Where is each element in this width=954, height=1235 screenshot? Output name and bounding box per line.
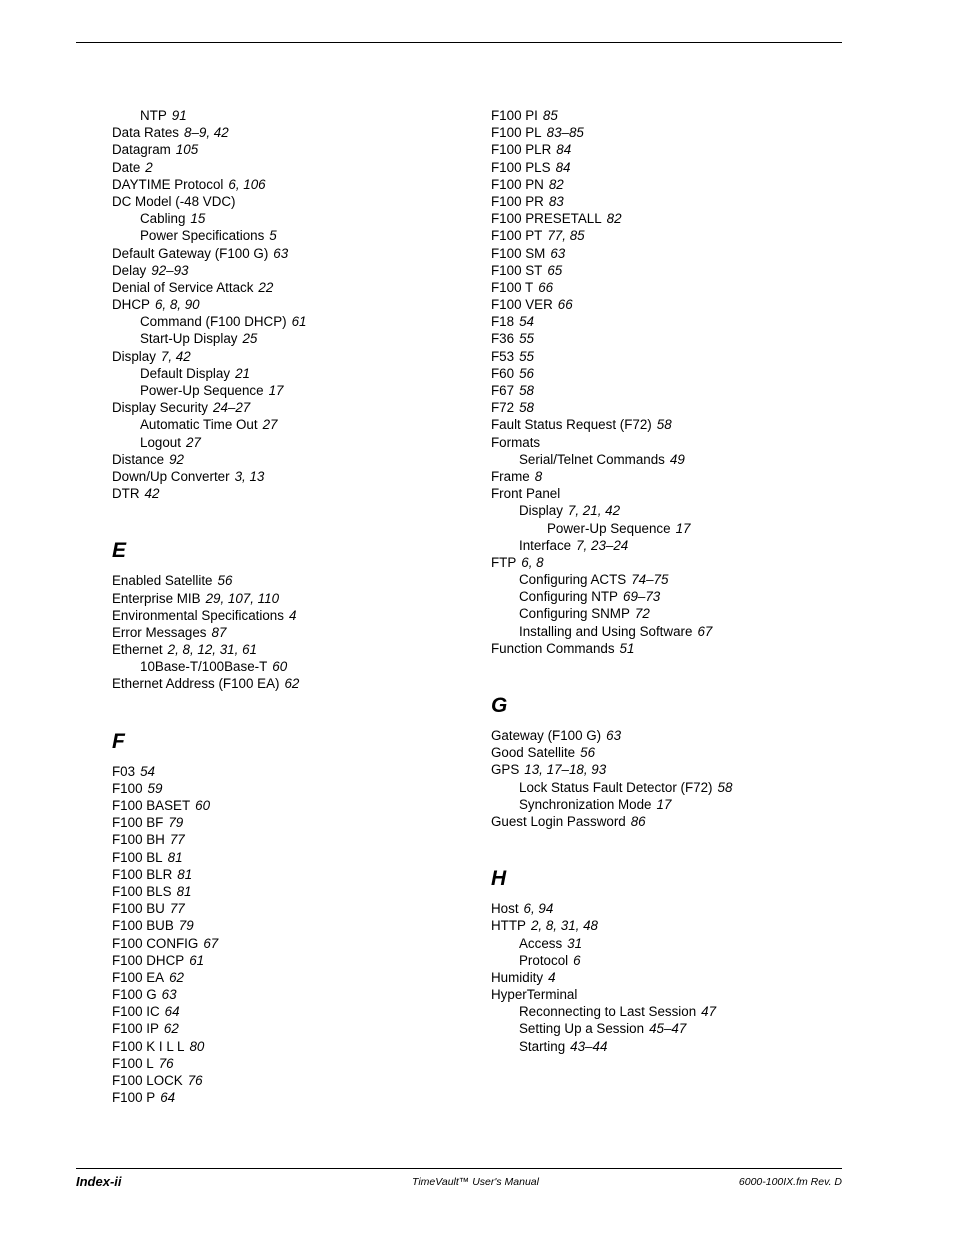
- footer-rule: [76, 1168, 842, 1169]
- index-page-refs: 4: [548, 969, 556, 985]
- index-page-refs: 6, 106: [228, 176, 266, 192]
- index-page-refs: 2: [145, 159, 153, 175]
- index-entry: [491, 279, 851, 296]
- index-entry: [491, 468, 851, 485]
- index-page-refs: 56: [519, 365, 534, 381]
- index-page-refs: 79: [178, 918, 194, 934]
- index-page-refs: 2, 8, 12, 31, 61: [167, 642, 257, 658]
- index-term: Cabling: [140, 211, 186, 227]
- index-term: NTP: [140, 108, 167, 123]
- index-entry: [112, 124, 472, 141]
- index-term: F100 BUB: [112, 918, 174, 934]
- index-page-refs: 77: [169, 832, 185, 848]
- index-section-letter: G: [491, 694, 508, 717]
- index-term: Display: [519, 503, 563, 519]
- index-term: Display Security: [112, 400, 208, 416]
- index-entry: [112, 883, 472, 900]
- index-term: F36: [491, 331, 515, 347]
- index-entry: [491, 744, 851, 761]
- index-term: F100: [112, 780, 143, 796]
- index-page-refs: 27: [185, 434, 201, 450]
- index-entry: [112, 365, 472, 382]
- index-term: Configuring SNMP: [519, 606, 630, 622]
- index-term: F100 G: [112, 987, 157, 1003]
- index-entry: [112, 658, 472, 675]
- index-term: Good Satellite: [491, 745, 576, 761]
- index-term: Formats: [491, 434, 541, 450]
- index-entry: [112, 814, 472, 831]
- index-entry: [491, 159, 851, 176]
- index-page-refs: 21: [235, 365, 250, 381]
- index-page-refs: 91: [171, 108, 187, 123]
- index-page-refs: 24–27: [213, 400, 251, 416]
- index-entry: [112, 1072, 472, 1089]
- index-entry: [491, 796, 851, 813]
- index-entry: [112, 296, 472, 313]
- index-term: Gateway (F100 G): [491, 728, 602, 743]
- index-page-refs: 62: [169, 969, 185, 985]
- index-entry: [112, 210, 472, 227]
- index-page-refs: 81: [167, 849, 183, 865]
- index-entry: [112, 624, 472, 641]
- index-page-refs: 84: [556, 142, 572, 158]
- index-entry: [112, 348, 472, 365]
- index-entry: [112, 607, 472, 624]
- index-entry: [112, 952, 472, 969]
- index-page-refs: 81: [176, 883, 192, 899]
- index-entry: [491, 986, 851, 1003]
- index-page-refs: 64: [160, 1090, 176, 1106]
- index-entry: [491, 502, 851, 519]
- index-page-refs: 76: [187, 1073, 203, 1088]
- index-page-refs: 62: [284, 676, 300, 692]
- index-page-refs: 17: [656, 796, 672, 812]
- index-term: F100 CONFIG: [112, 935, 199, 951]
- index-page-refs: 7, 42: [160, 348, 191, 364]
- index-term: Power-Up Sequence: [140, 383, 264, 398]
- index-term: F100 SM: [491, 245, 546, 261]
- index-term: FTP: [491, 554, 517, 570]
- index-page-refs: 58: [519, 383, 534, 398]
- index-term: Lock Status Fault Detector (F72): [519, 779, 713, 795]
- index-page-refs: 45–47: [649, 1021, 687, 1037]
- index-entry: [112, 416, 472, 433]
- index-term: F100 DHCP: [112, 952, 185, 968]
- index-page-refs: 86: [630, 813, 646, 829]
- index-entry: [112, 382, 472, 399]
- index-entry: [112, 193, 472, 210]
- index-page-refs: 82: [606, 211, 622, 227]
- index-page-refs: 72: [634, 606, 650, 622]
- index-entry: [112, 330, 472, 347]
- index-entry: [491, 605, 851, 622]
- index-entry: [112, 969, 472, 986]
- index-entry: [112, 986, 472, 1003]
- index-page-refs: 81: [177, 866, 193, 882]
- index-entry: [112, 900, 472, 917]
- index-term: Start-Up Display: [140, 331, 238, 347]
- index-entry: [491, 571, 851, 588]
- index-entry: [112, 1055, 472, 1072]
- index-page-refs: 77: [169, 901, 185, 917]
- index-page-refs: 51: [619, 640, 635, 656]
- index-page-refs: 77, 85: [547, 228, 585, 244]
- index-term: Power Specifications: [140, 228, 265, 244]
- index-term: Distance: [112, 451, 165, 467]
- index-page-refs: 63: [273, 245, 289, 261]
- index-entry: [112, 1003, 472, 1020]
- index-entry: [112, 935, 472, 952]
- index-entry: [491, 416, 851, 433]
- index-term: F100 BU: [112, 901, 165, 917]
- index-page-refs: 63: [606, 728, 622, 743]
- footer-page-label: Index-ii: [76, 1174, 122, 1189]
- index-page-refs: 105: [175, 142, 199, 158]
- index-term: F03: [112, 763, 136, 779]
- index-term: Fault Status Request (F72): [491, 417, 652, 433]
- index-page-refs: 47: [701, 1004, 717, 1020]
- index-entry: [112, 675, 472, 692]
- index-page-refs: 58: [717, 779, 733, 795]
- index-term: Down/Up Converter: [112, 468, 230, 484]
- index-entry: [491, 296, 851, 313]
- index-entry: [491, 623, 851, 640]
- index-term: F60: [491, 365, 515, 381]
- footer-manual-title: TimeVault™ User's Manual: [412, 1176, 539, 1188]
- index-page-refs: 76: [158, 1055, 174, 1071]
- index-entry: [112, 245, 472, 262]
- index-page-refs: 63: [161, 987, 177, 1003]
- index-term: F72: [491, 400, 515, 416]
- index-entry: [112, 849, 472, 866]
- index-term: F100 ST: [491, 262, 543, 278]
- index-page-refs: 66: [557, 297, 573, 313]
- index-term: F100 EA: [112, 969, 165, 985]
- index-term: F100 PL: [491, 125, 542, 141]
- index-page-refs: 58: [656, 417, 672, 433]
- index-term: F67: [491, 383, 515, 398]
- index-entry: [491, 1020, 851, 1037]
- index-term: F100 BH: [112, 832, 165, 848]
- index-page-refs: 82: [548, 176, 564, 192]
- index-entry: [112, 107, 472, 124]
- index-entry: [112, 176, 472, 193]
- index-entry: [112, 590, 472, 607]
- index-page-refs: 64: [164, 1004, 180, 1020]
- index-entry: [112, 866, 472, 883]
- index-term: Humidity: [491, 969, 544, 985]
- index-term: Enabled Satellite: [112, 573, 213, 589]
- index-term: Protocol: [519, 952, 569, 968]
- index-term: DC Model (-48 VDC): [112, 193, 236, 209]
- index-entry: [491, 520, 851, 537]
- index-page-refs: 6, 8, 90: [154, 297, 200, 313]
- index-term: Installing and Using Software: [519, 623, 693, 639]
- index-page-refs: 85: [542, 108, 558, 123]
- index-entry: [491, 917, 851, 934]
- index-term: F100 L: [112, 1055, 154, 1071]
- index-term: F100 BLR: [112, 866, 173, 882]
- index-page-refs: 5: [269, 228, 277, 244]
- index-term: F100 PRESETALL: [491, 211, 602, 227]
- index-page-refs: 56: [217, 573, 233, 589]
- index-entry: [491, 330, 851, 347]
- index-page-refs: 61: [291, 314, 307, 330]
- index-page-refs: 59: [147, 780, 163, 796]
- index-term: Ethernet: [112, 642, 163, 658]
- index-entry: [491, 813, 851, 830]
- index-entry: [112, 313, 472, 330]
- index-entry: [112, 227, 472, 244]
- index-term: GPS: [491, 762, 520, 778]
- index-page-refs: 83: [548, 193, 564, 209]
- index-page-refs: 83–85: [546, 125, 584, 141]
- index-term: Environmental Specifications: [112, 607, 284, 623]
- index-term: HyperTerminal: [491, 987, 578, 1003]
- index-term: Setting Up a Session: [519, 1021, 645, 1037]
- index-term: Synchronization Mode: [519, 796, 652, 812]
- index-term: F100 IP: [112, 1021, 159, 1037]
- index-term: Reconnecting to Last Session: [519, 1004, 697, 1020]
- index-term: F100 PLR: [491, 142, 552, 158]
- index-page-refs: 6, 94: [523, 901, 554, 917]
- index-entry: [112, 485, 472, 502]
- index-term: F100 PLS: [491, 159, 551, 175]
- index-page-refs: 69–73: [623, 589, 661, 605]
- index-entry: [491, 485, 851, 502]
- index-entry: [491, 399, 851, 416]
- index-term: Ethernet Address (F100 EA): [112, 676, 280, 692]
- index-page-refs: 55: [519, 348, 534, 364]
- index-entry: [112, 1038, 472, 1055]
- index-entry: [491, 141, 851, 158]
- index-entry: [112, 572, 472, 589]
- index-page-refs: 2, 8, 31, 48: [530, 918, 598, 934]
- index-term: Delay: [112, 262, 147, 278]
- index-term: F100 BASET: [112, 798, 191, 813]
- index-page-refs: 60: [195, 798, 211, 813]
- index-term: DAYTIME Protocol: [112, 176, 224, 192]
- index-entry: [491, 451, 851, 468]
- index-term: Power-Up Sequence: [547, 520, 671, 536]
- index-page-refs: 17: [268, 383, 284, 398]
- index-entry: [491, 107, 851, 124]
- index-entry: [112, 468, 472, 485]
- index-entry: [112, 780, 472, 797]
- index-page-refs: 84: [555, 159, 571, 175]
- index-page-refs: 60: [272, 659, 288, 675]
- index-page-refs: 22: [258, 279, 274, 295]
- index-page-refs: 17: [675, 520, 691, 536]
- index-entry: [491, 210, 851, 227]
- index-entry: [112, 279, 472, 296]
- index-entry: [112, 1020, 472, 1037]
- index-page-refs: 65: [547, 262, 563, 278]
- index-entry: [491, 245, 851, 262]
- index-term: Date: [112, 159, 141, 175]
- index-section-letter: F: [112, 729, 125, 753]
- index-page-refs: 66: [538, 279, 554, 295]
- index-page-refs: 56: [580, 745, 596, 761]
- index-page-refs: 67: [697, 623, 713, 639]
- index-page-refs: 31: [567, 935, 583, 951]
- index-entry: [491, 313, 851, 330]
- index-entry: [491, 193, 851, 210]
- index-page-refs: 42: [144, 486, 160, 502]
- index-entry: [112, 917, 472, 934]
- index-term: Data Rates: [112, 125, 179, 141]
- index-page-refs: 43–44: [570, 1038, 608, 1054]
- index-entry: [112, 763, 472, 780]
- index-term: DTR: [112, 486, 140, 502]
- index-entry: [491, 537, 851, 554]
- index-entry: [491, 348, 851, 365]
- index-page-refs: 7, 21, 42: [567, 503, 621, 519]
- index-term: F100 P: [112, 1090, 156, 1106]
- index-term: F100 IC: [112, 1004, 160, 1020]
- index-term: Frame: [491, 468, 530, 484]
- index-page-refs: 58: [519, 400, 534, 416]
- index-entry: [491, 935, 851, 952]
- index-term: Default Display: [140, 365, 231, 381]
- index-entry: [491, 900, 851, 917]
- index-term: Configuring ACTS: [519, 572, 627, 588]
- index-page-refs: 13, 17–18, 93: [524, 762, 607, 778]
- index-term: Automatic Time Out: [140, 417, 258, 433]
- index-entry: [112, 141, 472, 158]
- index-column-left: [112, 107, 472, 1106]
- index-entry: [491, 227, 851, 244]
- index-entry: [112, 831, 472, 848]
- index-term: Interface: [519, 537, 572, 553]
- index-entry: [491, 779, 851, 796]
- index-page-refs: 54: [519, 314, 534, 330]
- index-term: F100 T: [491, 279, 534, 295]
- index-term: F100 PN: [491, 176, 544, 192]
- footer-file-revision: 6000-100IX.fm Rev. D: [738, 1176, 842, 1188]
- index-term: HTTP: [491, 918, 526, 934]
- index-term: F100 BL: [112, 849, 163, 865]
- index-term: F100 PT: [491, 228, 543, 244]
- index-entry: [491, 382, 851, 399]
- index-entry: [112, 434, 472, 451]
- index-entry: [491, 124, 851, 141]
- index-page-refs: 62: [163, 1021, 179, 1037]
- index-term: Display: [112, 348, 156, 364]
- index-term: F53: [491, 348, 515, 364]
- index-term: Serial/Telnet Commands: [519, 451, 665, 467]
- index-term: Access: [519, 935, 563, 951]
- index-term: Logout: [140, 434, 181, 450]
- index-term: F100 VER: [491, 297, 553, 313]
- index-entry: [491, 1003, 851, 1020]
- index-entry: [491, 1038, 851, 1055]
- index-page-refs: 7, 23–24: [576, 537, 629, 553]
- index-entry: [491, 969, 851, 986]
- index-term: F100 BF: [112, 815, 164, 831]
- index-entry: [112, 1089, 472, 1106]
- index-entry: [112, 641, 472, 658]
- index-page-refs: 74–75: [631, 572, 669, 588]
- index-page-refs: 6: [573, 952, 581, 968]
- index-term: Default Gateway (F100 G): [112, 245, 269, 261]
- index-term: Function Commands: [491, 640, 615, 656]
- index-term: Command (F100 DHCP): [140, 314, 287, 330]
- index-page-refs: 29, 107, 110: [205, 590, 280, 606]
- index-entry: [112, 797, 472, 814]
- index-entry: [491, 588, 851, 605]
- index-column-right: [491, 107, 851, 1055]
- index-page-refs: 67: [203, 935, 219, 951]
- index-entry: [491, 554, 851, 571]
- index-term: Datagram: [112, 142, 171, 158]
- index-entry: [491, 952, 851, 969]
- index-term: Starting: [519, 1038, 566, 1054]
- index-section-letter: E: [112, 539, 127, 563]
- index-entry: [112, 399, 472, 416]
- index-term: F100 PR: [491, 193, 544, 209]
- index-page-refs: 87: [211, 624, 227, 640]
- index-entry: [491, 761, 851, 778]
- index-entry: [491, 365, 851, 382]
- index-term: F100 PI: [491, 108, 538, 123]
- index-page-refs: 61: [189, 952, 205, 968]
- index-term: Host: [491, 901, 519, 917]
- index-term: Configuring NTP: [519, 589, 618, 605]
- index-entry: [491, 640, 851, 657]
- index-term: F18: [491, 314, 515, 330]
- index-entry: [491, 434, 851, 451]
- index-page-refs: 8–9, 42: [184, 125, 229, 141]
- index-term: Enterprise MIB: [112, 590, 201, 606]
- index-term: 10Base-T/100Base-T: [140, 659, 268, 675]
- index-page-refs: 92–93: [151, 262, 189, 278]
- index-entry: [112, 159, 472, 176]
- index-entry: [491, 727, 851, 744]
- index-term: F100 BLS: [112, 883, 172, 899]
- index-entry: [112, 451, 472, 468]
- index-page-refs: 54: [140, 763, 155, 779]
- index-page-refs: 27: [262, 417, 278, 433]
- index-term: Front Panel: [491, 486, 561, 502]
- index-page-refs: 63: [550, 245, 566, 261]
- index-term: F100 K I L L: [112, 1038, 185, 1054]
- index-page-refs: 3, 13: [234, 468, 265, 484]
- index-page-refs: 55: [519, 331, 534, 347]
- index-entry: [491, 176, 851, 193]
- index-term: Error Messages: [112, 624, 207, 640]
- index-page-refs: 8: [534, 468, 543, 484]
- index-entry: [112, 262, 472, 279]
- index-page-refs: 6, 8: [521, 554, 544, 570]
- index-page-refs: 15: [190, 211, 206, 227]
- index-term: DHCP: [112, 297, 150, 313]
- header-rule: [76, 42, 842, 43]
- index-page-refs: 92: [169, 451, 185, 467]
- index-page-refs: 79: [168, 815, 184, 831]
- index-page-refs: 25: [242, 331, 258, 347]
- index-page-refs: 49: [669, 451, 685, 467]
- index-term: Denial of Service Attack: [112, 279, 254, 295]
- index-page-refs: 80: [189, 1038, 205, 1054]
- index-entry: [491, 262, 851, 279]
- index-page-refs: 4: [288, 607, 297, 623]
- index-section-letter: H: [491, 867, 507, 891]
- index-term: F100 LOCK: [112, 1073, 183, 1088]
- index-term: Guest Login Password: [491, 813, 626, 829]
